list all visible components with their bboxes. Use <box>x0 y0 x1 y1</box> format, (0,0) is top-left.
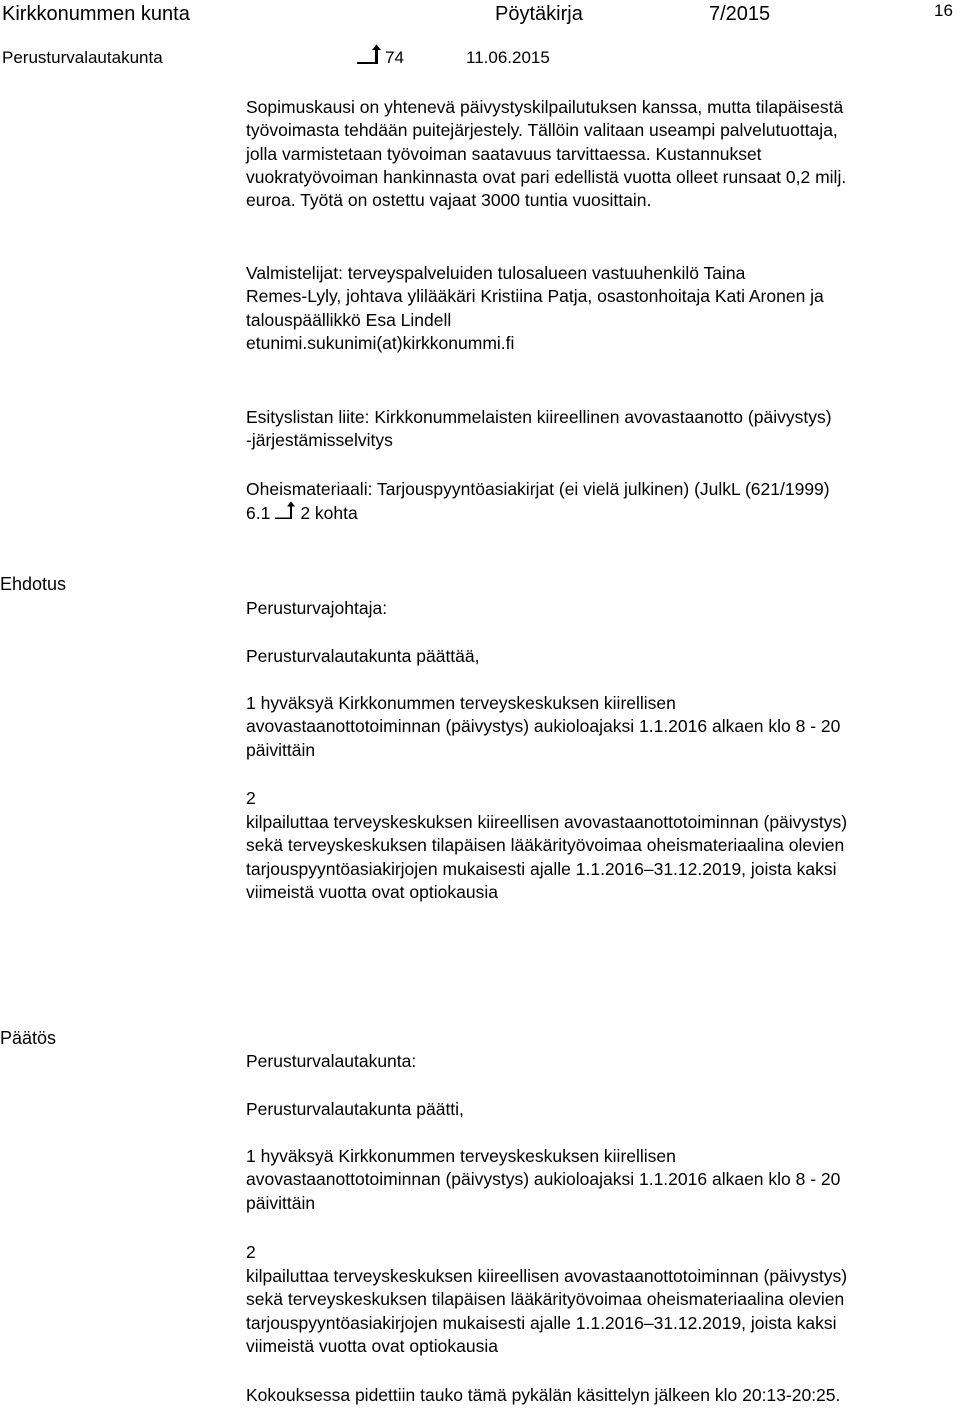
body-name: Perusturvalautakunta <box>2 48 163 67</box>
attachment-paragraph <box>246 406 832 453</box>
document-type: Pöytäkirja <box>495 3 583 25</box>
decision-item-2-number: 2 <box>246 1242 256 1262</box>
decision-item-1 <box>246 1145 840 1215</box>
meeting-break-note: Kokouksessa pidettiin tauko tämä pykälän käsittelyn jälkeen klo 20:13-20:25. <box>246 1385 841 1405</box>
decision-item-line: kilpailuttaa terveyskeskuksen kiireellisen avovastaanottotoiminnan (päivystys) <box>246 1266 848 1286</box>
proposal-item-line: viimeistä vuotta ovat optiokausia <box>246 881 498 902</box>
preparers-paragraph <box>246 262 824 355</box>
intro-line: vuokratyövoiman hankinnasta ovat pari edellistä vuotta olleet runsaat 0,2 milj. <box>246 166 847 187</box>
proposal-item-line: sekä terveyskeskuksen tilapäisen lääkärityövoimaa oheismateriaalina olevien <box>246 835 845 856</box>
proposal-presenter: Perusturvajohtaja: <box>246 598 388 618</box>
intro-line: euroa. Työtä on ostettu vajaat 3000 tuntia vuosittain. <box>246 190 652 211</box>
municipality-name: Kirkkonummen kunta <box>2 3 190 25</box>
decision-intro: Perusturvalautakunta päätti, <box>246 1099 464 1119</box>
proposal-item-line: tarjouspyyntöasiakirjojen mukaisesti ajalle 1.1.2016–31.12.2019, joista kaksi <box>246 858 837 879</box>
attachment-line: -järjestämisselvitys <box>246 430 393 451</box>
proposal-item-line: avovastaanottotoiminnan (päivystys) aukioloajaksi 1.1.2016 alkaen klo 8 - 20 <box>246 716 841 737</box>
decision-item-2 <box>246 1265 847 1358</box>
proposal-item-line: päivittäin <box>246 739 316 760</box>
decision-item-line: päivittäin <box>246 1192 316 1213</box>
preparers-line: Remes-Lyly, johtava ylilääkäri Kristiina Patja, osastonhoitaja Kati Aronen ja <box>246 286 824 307</box>
intro-paragraph <box>246 96 846 212</box>
intro-line: jolla varmistetaan työvoiman saatavuus tarvittaessa. Kustannukset <box>246 143 762 164</box>
section-arrow-icon <box>355 44 381 68</box>
preparers-line: Valmistelijat: terveyspalveluiden tulosalueen vastuuhenkilö Taina <box>246 263 746 283</box>
proposal-item-1 <box>246 692 840 762</box>
page-number: 16 <box>934 1 953 20</box>
proposal-item-2 <box>246 811 847 904</box>
section-number: 74 <box>385 48 404 67</box>
intro-line: työvoimasta tehdään puitejärjestely. Tällöin valitaan useampi palvelutuottaja, <box>246 120 838 141</box>
preparers-email: etunimi.sukunimi(at)kirkkonummi.fi <box>246 332 515 353</box>
proposal-item-line: kilpailuttaa terveyskeskuksen kiireellisen avovastaanottotoiminnan (päivystys) <box>246 812 848 832</box>
proposal-item-2-number: 2 <box>246 788 256 808</box>
proposal-item-line: 1 hyväksyä Kirkkonummen terveyskeskuksen kiirellisen <box>246 693 676 713</box>
decision-item-line: viimeistä vuotta ovat optiokausia <box>246 1335 498 1356</box>
preparers-line: talouspäällikkö Esa Lindell <box>246 309 452 330</box>
intro-line: Sopimuskausi on yhtenevä päivystyskilpailutuksen kanssa, mutta tilapäisestä <box>246 97 844 117</box>
decision-item-line: sekä terveyskeskuksen tilapäisen lääkärityövoimaa oheismateriaalina olevien <box>246 1289 845 1310</box>
decision-presenter: Perusturvalautakunta: <box>246 1051 417 1071</box>
proposal-intro: Perusturvalautakunta päättää, <box>246 646 480 666</box>
decision-item-line: tarjouspyyntöasiakirjojen mukaisesti ajalle 1.1.2016–31.12.2019, joista kaksi <box>246 1312 837 1333</box>
supplementary-ref: 6.1 <box>246 503 271 524</box>
supplementary-line <box>246 501 830 525</box>
decision-item-line: 1 hyväksyä Kirkkonummen terveyskeskuksen kiirellisen <box>246 1146 676 1166</box>
proposal-side-label: Ehdotus <box>0 574 67 594</box>
attachment-line: Esityslistan liite: Kirkkonummelaisten kiireellinen avovastaanotto (päivystys) <box>246 407 832 427</box>
decision-item-line: avovastaanottotoiminnan (päivystys) aukioloajaksi 1.1.2016 alkaen klo 8 - 20 <box>246 1169 841 1190</box>
decision-side-label: Päätös <box>0 1028 57 1048</box>
supplementary-paragraph <box>246 478 830 526</box>
supplementary-ref-tail: 2 kohta <box>300 503 358 524</box>
section-symbol-icon <box>274 501 296 519</box>
supplementary-line: Oheismateriaali: Tarjouspyyntöasiakirjat (ei vielä julkinen) (JulkL (621/1999) <box>246 479 830 499</box>
document-number: 7/2015 <box>709 3 771 25</box>
meeting-date: 11.06.2015 <box>466 48 550 67</box>
